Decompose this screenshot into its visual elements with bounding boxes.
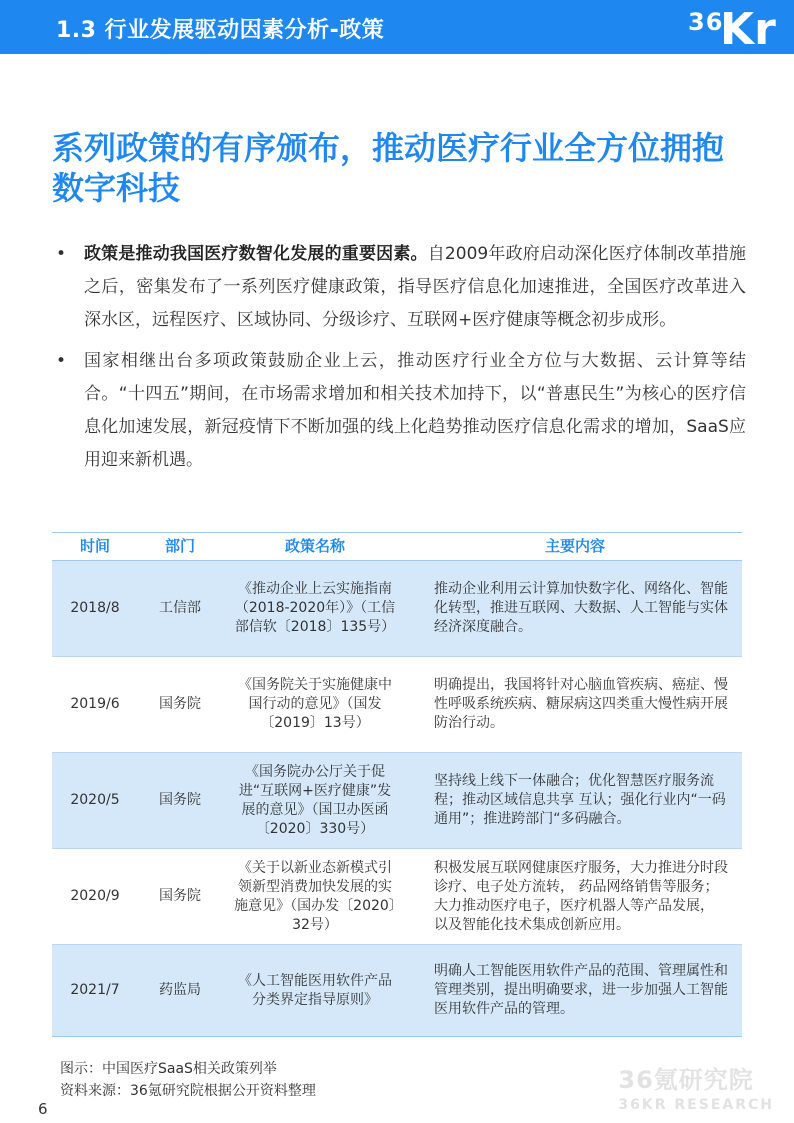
cell-content: 坚持线上线下一体融合；优化智慧医疗服务流程；推动区域信息共享 互认；强化行业内“一码通用”；推进跨部门“多码融合。 (408, 753, 742, 849)
table-row (52, 561, 742, 657)
cell-dept: 国务院 (138, 753, 222, 849)
cell-policy-name: 《国务院关于实施健康中国行动的意见》（国发〔2019〕13号） (222, 657, 408, 753)
page-headline: 系列政策的有序颁布，推动医疗行业全方位拥抱数字科技 (52, 129, 725, 207)
cell-policy-name: 《关于以新业态新模式引领新型消费加快发展的实施意见》（国办发〔2020〕32号） (222, 849, 408, 945)
header-dept: 部门 (138, 533, 222, 561)
cell-time: 2020/5 (52, 753, 138, 849)
cell-time: 2018/8 (52, 561, 138, 657)
cell-dept: 国务院 (138, 849, 222, 945)
cell-dept: 国务院 (138, 657, 222, 753)
watermark (618, 1060, 774, 1113)
header-time: 时间 (52, 533, 138, 561)
bullet-dot-icon: • (56, 244, 67, 264)
cell-time: 2021/7 (52, 945, 138, 1037)
bullet-text: 国家相继出台多项政策鼓励企业上云，推动医疗行业全方位与大数据、云计算等结合。“十四五”期间，在市场需求增加和相关技术加持下，以“普惠民生”为核心的医疗信息化加速发展，新冠疫情下不断加强的线上化趋势推动医疗信息化需求的增加，SaaS应用迎来新机遇。 (84, 351, 746, 470)
figure-caption (60, 1058, 316, 1102)
bullet-item (56, 238, 746, 337)
cell-policy-name: 《人工智能医用软件产品分类界定指导原则》 (222, 945, 408, 1037)
cell-time: 2019/6 (52, 657, 138, 753)
table-header-row (52, 533, 742, 561)
logo-letters: Kr (720, 4, 776, 55)
table-row (52, 753, 742, 849)
table-row (52, 849, 742, 945)
table-row (52, 657, 742, 753)
header-policy-name: 政策名称 (222, 533, 408, 561)
cell-dept: 工信部 (138, 561, 222, 657)
section-header-bar (0, 0, 794, 54)
bullet-list (56, 238, 746, 485)
cell-content: 积极发展互联网健康医疗服务，大力推进分时段诊疗、电子处方流转， 药品网络销售等服务；大力推动医疗电子，医疗机器人等产品发展， 以及智能化技术集成创新应用。 (408, 849, 742, 945)
section-title: 1.3 行业发展驱动因素分析-政策 (56, 18, 385, 43)
cell-content: 推动企业利用云计算加快数字化、网络化、智能化转型，推进互联网、大数据、人工智能与实体经济深度融合。 (408, 561, 742, 657)
cell-content: 明确提出，我国将针对心脑血管疾病、癌症、慢性呼吸系统疾病、糖尿病这四类重大慢性病开展防治行动。 (408, 657, 742, 753)
cell-policy-name: 《推动企业上云实施指南（2018-2020年）》（工信部信软〔2018〕135号） (222, 561, 408, 657)
watermark-cn: 36氪研究院 (618, 1066, 754, 1094)
36kr-logo (680, 0, 790, 54)
cell-dept: 药监局 (138, 945, 222, 1037)
figure-title: 图示：中国医疗SaaS相关政策列举 (60, 1061, 277, 1077)
bullet-dot-icon: • (56, 351, 67, 371)
cell-time: 2020/9 (52, 849, 138, 945)
header-content: 主要内容 (408, 533, 742, 561)
table-row (52, 945, 742, 1037)
cell-policy-name: 《国务院办公厅关于促进“互联网+医疗健康”发展的意见》（国卫办医函〔2020〕330号） (222, 753, 408, 849)
logo-number: 36 (688, 8, 724, 36)
page-number: 6 (38, 1100, 48, 1118)
policy-table (52, 532, 742, 1037)
bullet-item (56, 345, 746, 477)
figure-source: 资料来源：36氪研究院根据公开资料整理 (60, 1083, 316, 1099)
watermark-en: 36KR RESEARCH (618, 1097, 774, 1113)
bullet-text: 自2009年政府启动深化医疗体制改革措施之后，密集发布了一系列医疗健康政策，指导医疗信息化加速推进，全国医疗改革进入深水区，远程医疗、区域协同、分级诊疗、互联网+医疗健康等概念初步成形。 (84, 244, 747, 330)
bullet-bold-lead: 政策是推动我国医疗数智化发展的重要因素。 (84, 244, 428, 264)
cell-content: 明确人工智能医用软件产品的范围、管理属性和管理类别，提出明确要求，进一步加强人工智能医用软件产品的管理。 (408, 945, 742, 1037)
